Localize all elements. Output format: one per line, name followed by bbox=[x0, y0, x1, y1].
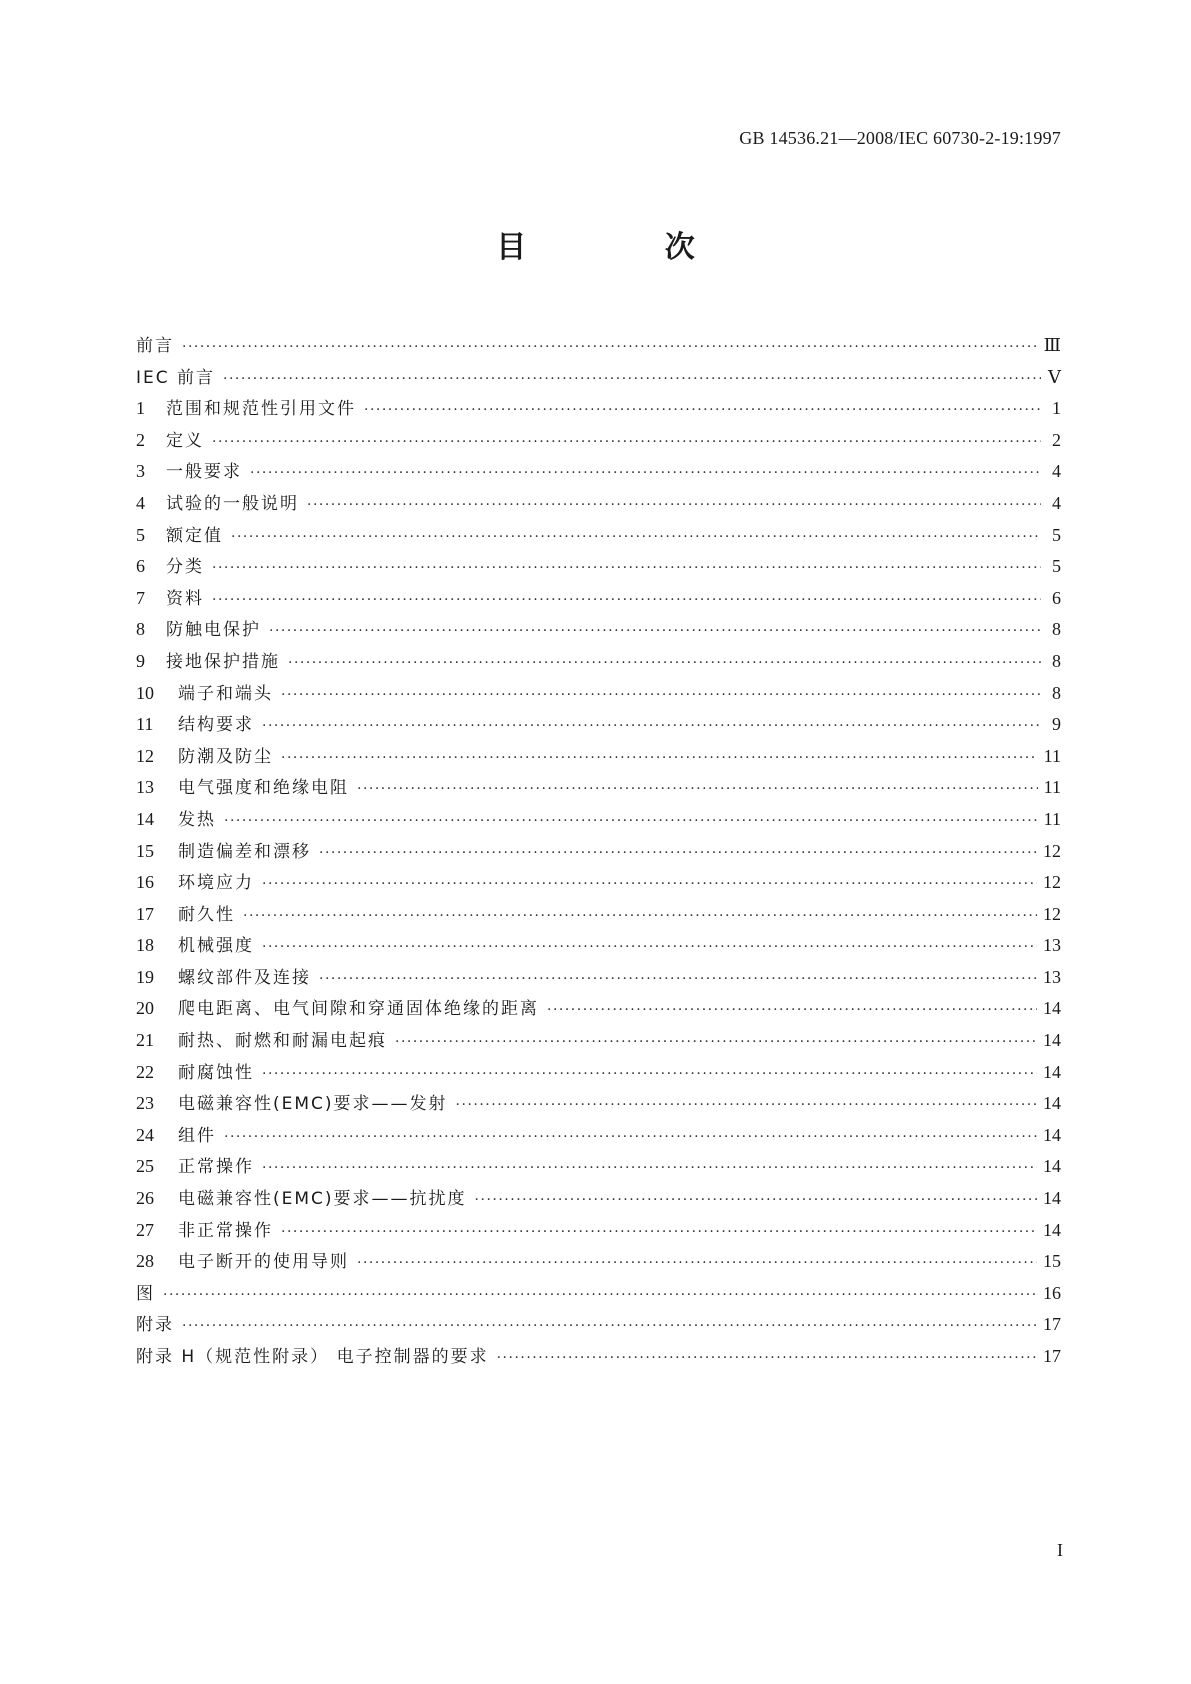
toc-entry-number: 10 bbox=[136, 682, 154, 703]
toc-dot-leader bbox=[250, 458, 1041, 490]
toc-dot-leader bbox=[319, 964, 1037, 996]
toc-entry-page: Ⅴ bbox=[1048, 366, 1061, 387]
toc-dot-leader bbox=[395, 1027, 1037, 1059]
toc-entry-title: 制造偏差和漂移 bbox=[178, 841, 311, 862]
toc-dot-leader bbox=[288, 648, 1041, 680]
toc-dot-leader bbox=[262, 1153, 1037, 1185]
toc-entry-page: 14 bbox=[1043, 1188, 1061, 1209]
toc-dot-leader bbox=[262, 932, 1037, 964]
toc-entry-page: 8 bbox=[1052, 619, 1061, 640]
toc-entry-title: 正常操作 bbox=[178, 1157, 254, 1178]
toc-entry-title: 范围和规范性引用文件 bbox=[166, 399, 356, 420]
toc-entry-title: 图 bbox=[136, 1283, 155, 1304]
toc-dot-leader bbox=[212, 427, 1041, 459]
toc-dot-leader bbox=[281, 1217, 1037, 1249]
toc-dot-leader bbox=[163, 1280, 1037, 1312]
toc-entry-title: 耐腐蚀性 bbox=[178, 1062, 254, 1083]
toc-dot-leader bbox=[547, 995, 1037, 1027]
toc-entry-page: 9 bbox=[1052, 714, 1061, 735]
toc-entry-title: 前言 bbox=[136, 336, 174, 356]
toc-entry-title: 电磁兼容性(EMC)要求——发射 bbox=[178, 1094, 448, 1115]
toc-entry[interactable] bbox=[136, 1183, 1061, 1215]
toc-entry[interactable] bbox=[136, 1341, 1061, 1373]
toc-entry-number: 7 bbox=[136, 587, 145, 608]
toc-entry-title: 电子断开的使用导则 bbox=[178, 1252, 349, 1273]
toc-dot-leader bbox=[262, 869, 1037, 901]
toc-entry-page: 12 bbox=[1043, 840, 1061, 861]
toc-entry-title: 附录 bbox=[136, 1315, 174, 1336]
toc-entry-page: 12 bbox=[1043, 872, 1061, 893]
toc-dot-leader bbox=[357, 774, 1038, 806]
toc-entry-page: 1 bbox=[1052, 398, 1061, 419]
toc-entry[interactable] bbox=[136, 1025, 1061, 1057]
toc-entry-page: 14 bbox=[1043, 1093, 1061, 1114]
toc-entry-page: 15 bbox=[1043, 1251, 1061, 1272]
toc-entry-page: 12 bbox=[1043, 903, 1061, 924]
toc-entry-page: 14 bbox=[1043, 1124, 1061, 1145]
toc-entry[interactable] bbox=[136, 804, 1061, 836]
toc-entry[interactable] bbox=[136, 993, 1061, 1025]
toc-entry-page: 13 bbox=[1043, 935, 1061, 956]
toc-entry[interactable] bbox=[136, 1246, 1061, 1278]
toc-dot-leader bbox=[475, 1185, 1037, 1217]
toc-entry-number: 1 bbox=[136, 398, 145, 419]
toc-entry[interactable] bbox=[136, 425, 1061, 457]
toc-entry-number: 11 bbox=[136, 714, 154, 735]
toc-entry-title: 分类 bbox=[166, 557, 204, 578]
toc-entry[interactable] bbox=[136, 456, 1061, 488]
toc-entry-page: 8 bbox=[1052, 682, 1061, 703]
toc-entry[interactable] bbox=[136, 488, 1061, 520]
toc-entry-page: 4 bbox=[1052, 492, 1061, 513]
toc-entry-title: 螺纹部件及连接 bbox=[178, 967, 311, 988]
toc-entry[interactable] bbox=[136, 709, 1061, 741]
toc-entry[interactable] bbox=[136, 362, 1061, 394]
toc-entry-page: 4 bbox=[1052, 461, 1061, 482]
standard-code: GB 14536.21—2008/IEC 60730-2-19:1997 bbox=[739, 128, 1061, 148]
toc-entry-title: 额定值 bbox=[166, 525, 223, 546]
toc-dot-leader bbox=[223, 364, 1041, 396]
toc-entry[interactable] bbox=[136, 614, 1061, 646]
toc-dot-leader bbox=[262, 1059, 1037, 1091]
toc-entry-page: 17 bbox=[1043, 1346, 1061, 1366]
toc-entry[interactable] bbox=[136, 1120, 1061, 1152]
standard-code-header bbox=[739, 128, 1061, 149]
toc-entry-title: 试验的一般说明 bbox=[166, 493, 299, 514]
toc-entry-number: 21 bbox=[136, 1030, 154, 1051]
toc-entry[interactable] bbox=[136, 678, 1061, 710]
toc-dot-leader bbox=[224, 1122, 1037, 1154]
toc-entry-number: 20 bbox=[136, 998, 154, 1019]
toc-entry-number: 22 bbox=[136, 1061, 154, 1082]
toc-entry-page: 11 bbox=[1043, 777, 1061, 798]
toc-dot-leader bbox=[269, 616, 1041, 648]
toc-entry[interactable] bbox=[136, 646, 1061, 678]
toc-entry-page: 14 bbox=[1043, 1156, 1061, 1177]
toc-entry-title: 机械强度 bbox=[178, 936, 254, 957]
toc-entry[interactable] bbox=[136, 330, 1061, 362]
toc-dot-leader bbox=[212, 553, 1041, 585]
toc-entry-title: 一般要求 bbox=[166, 462, 242, 483]
toc-entry-title: 接地保护措施 bbox=[166, 651, 280, 672]
toc-entry-title: IEC 前言 bbox=[136, 367, 216, 388]
toc-entry-title: 环境应力 bbox=[178, 873, 254, 894]
toc-entry[interactable] bbox=[136, 1215, 1061, 1247]
toc-entry-number: 16 bbox=[136, 872, 154, 893]
toc-entry-page: 17 bbox=[1043, 1314, 1061, 1335]
toc-entry-title: 耐热、耐燃和耐漏电起痕 bbox=[178, 1031, 387, 1052]
toc-entry-number: 12 bbox=[136, 745, 154, 766]
toc-entry[interactable] bbox=[136, 583, 1061, 615]
toc-dot-leader bbox=[224, 806, 1038, 838]
toc-entry-title: 资料 bbox=[166, 588, 204, 609]
toc-entry[interactable] bbox=[136, 1088, 1061, 1120]
toc-entry-number: 23 bbox=[136, 1093, 154, 1114]
toc-entry[interactable] bbox=[136, 520, 1061, 552]
toc-entry-number: 17 bbox=[136, 903, 154, 924]
toc-entry-page: Ⅲ bbox=[1043, 335, 1061, 355]
toc-entry[interactable] bbox=[136, 962, 1061, 994]
toc-entry-page: 11 bbox=[1043, 745, 1061, 766]
toc-entry-title: 电磁兼容性(EMC)要求——抗扰度 bbox=[178, 1189, 467, 1210]
toc-dot-leader bbox=[357, 1248, 1037, 1280]
toc-dot-leader bbox=[281, 680, 1041, 712]
toc-entry-title: 结构要求 bbox=[178, 715, 254, 736]
toc-entry[interactable] bbox=[136, 930, 1061, 962]
toc-title: 目 次 bbox=[496, 230, 759, 265]
toc-entry-page: 14 bbox=[1043, 998, 1061, 1019]
toc-entry[interactable] bbox=[136, 899, 1061, 931]
toc-dot-leader bbox=[281, 743, 1038, 775]
toc-entry-page: 6 bbox=[1052, 587, 1061, 608]
toc-entry-page: 11 bbox=[1043, 808, 1061, 829]
toc-dot-leader bbox=[319, 838, 1037, 870]
toc-dot-leader bbox=[307, 490, 1041, 522]
toc-entry[interactable] bbox=[136, 1151, 1061, 1183]
toc-entry[interactable] bbox=[136, 772, 1061, 804]
toc-entry-title: 组件 bbox=[178, 1125, 216, 1146]
toc-entry-number: 5 bbox=[136, 524, 145, 545]
toc-dot-leader bbox=[243, 901, 1037, 933]
toc-entry-title: 定义 bbox=[166, 430, 204, 451]
toc-entry-number: 24 bbox=[136, 1124, 154, 1145]
toc-entry-number: 26 bbox=[136, 1188, 154, 1209]
toc-dot-leader bbox=[182, 1311, 1037, 1343]
toc-entry-number: 3 bbox=[136, 461, 145, 482]
toc-entry-page: 8 bbox=[1052, 650, 1061, 671]
toc-entry[interactable] bbox=[136, 1278, 1061, 1310]
toc-entry-title: 电气强度和绝缘电阻 bbox=[178, 778, 349, 799]
toc-dot-leader bbox=[212, 585, 1041, 617]
toc-dot-leader bbox=[231, 522, 1041, 554]
toc-entry-number: 9 bbox=[136, 650, 145, 671]
toc-entry-page: 14 bbox=[1043, 1061, 1061, 1082]
toc-entry-number: 2 bbox=[136, 429, 145, 450]
toc-entry-title: 发热 bbox=[178, 809, 216, 830]
toc-entry-page: 2 bbox=[1052, 429, 1061, 450]
toc-entry-number: 6 bbox=[136, 556, 145, 577]
toc-entry[interactable] bbox=[136, 1057, 1061, 1089]
toc-entry[interactable] bbox=[136, 551, 1061, 583]
toc-entry-page: 16 bbox=[1043, 1282, 1061, 1303]
toc-entry-number: 4 bbox=[136, 492, 145, 513]
toc-entry-title: 耐久性 bbox=[178, 904, 235, 925]
toc-entry[interactable] bbox=[136, 393, 1061, 425]
toc-entry[interactable] bbox=[136, 1309, 1061, 1341]
toc-entry-title: 附录 H（规范性附录） 电子控制器的要求 bbox=[136, 1347, 489, 1367]
toc-list bbox=[136, 330, 1061, 1373]
toc-entry-title: 端子和端头 bbox=[178, 683, 273, 704]
toc-entry-number: 27 bbox=[136, 1219, 154, 1240]
toc-entry[interactable] bbox=[136, 867, 1061, 899]
toc-entry-title: 非正常操作 bbox=[178, 1220, 273, 1241]
toc-entry-page: 5 bbox=[1052, 524, 1061, 545]
toc-dot-leader bbox=[262, 711, 1041, 743]
toc-entry-page: 5 bbox=[1052, 556, 1061, 577]
toc-entry-number: 14 bbox=[136, 808, 154, 829]
toc-dot-leader bbox=[456, 1090, 1037, 1122]
toc-entry-page: 13 bbox=[1043, 966, 1061, 987]
toc-entry-page: 14 bbox=[1043, 1030, 1061, 1051]
toc-entry-number: 18 bbox=[136, 935, 154, 956]
toc-dot-leader bbox=[182, 332, 1038, 364]
toc-dot-leader bbox=[364, 395, 1041, 427]
toc-entry-number: 13 bbox=[136, 777, 154, 798]
toc-entry-number: 15 bbox=[136, 840, 154, 861]
toc-dot-leader bbox=[497, 1343, 1037, 1375]
page-number: I bbox=[1057, 1540, 1063, 1560]
toc-entry[interactable] bbox=[136, 836, 1061, 868]
toc-entry-title: 爬电距离、电气间隙和穿通固体绝缘的距离 bbox=[178, 999, 539, 1020]
toc-entry-number: 25 bbox=[136, 1156, 154, 1177]
toc-entry-title: 防潮及防尘 bbox=[178, 746, 273, 767]
toc-entry-number: 28 bbox=[136, 1251, 154, 1272]
toc-entry-title: 防触电保护 bbox=[166, 620, 261, 641]
toc-entry-number: 8 bbox=[136, 619, 145, 640]
toc-entry-page: 14 bbox=[1043, 1219, 1061, 1240]
toc-entry-number: 19 bbox=[136, 966, 154, 987]
toc-entry[interactable] bbox=[136, 741, 1061, 773]
